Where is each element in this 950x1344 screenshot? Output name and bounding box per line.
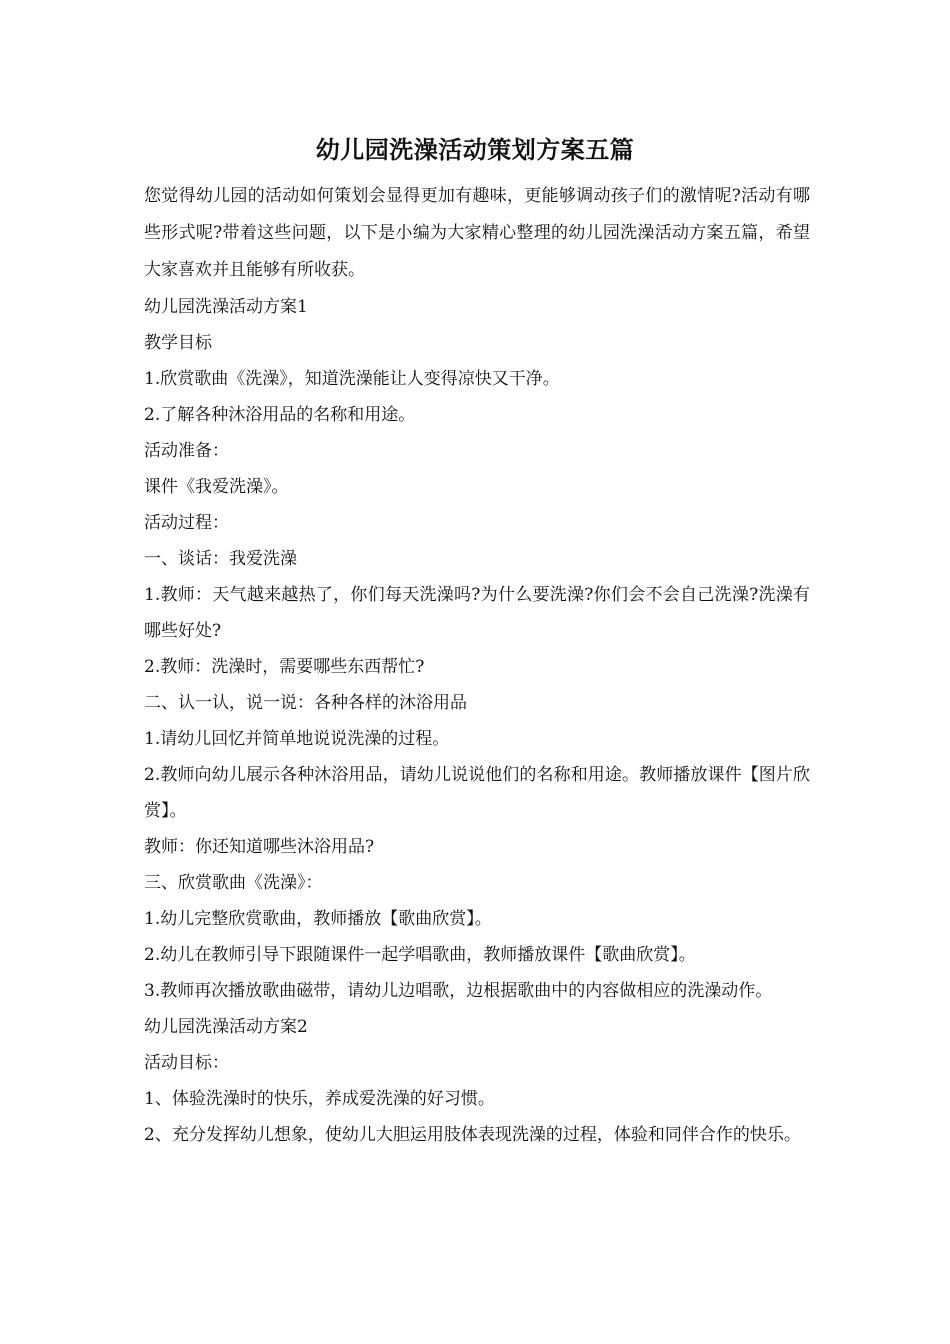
document-title: 幼儿园洗澡活动策划方案五篇	[315, 135, 635, 164]
activity-goal-item-1: 1、体验洗澡时的快乐，养成爱洗澡的好习惯。	[144, 1089, 495, 1109]
process-step-3-heading: 三、欣赏歌曲《洗澡》：	[144, 873, 323, 893]
process-step-2-item-1: 1.请幼儿回忆并简单地说说洗澡的过程。	[144, 729, 450, 749]
process-step-2-heading: 二、认一认，说一说：各种各样的沐浴用品	[144, 693, 467, 713]
process-step-3-item-1: 1.幼儿完整欣赏歌曲，教师播放【歌曲欣赏】。	[144, 909, 492, 929]
intro-paragraph: 您觉得幼儿园的活动如何策划会显得更加有趣味，更能够调动孩子们的激情呢?活动有哪些形式呢?带着这些问题，以下是小编为大家精心整理的幼儿园洗澡活动方案五篇，希望大家喜欢并且能够有所收获。	[144, 186, 810, 280]
section-heading-plan-1: 幼儿园洗澡活动方案1	[144, 297, 308, 317]
process-step-3-item-2: 2.幼儿在教师引导下跟随课件一起学唱歌曲，教师播放课件【歌曲欣赏】。	[144, 945, 696, 965]
goal-item-2: 2.了解各种沐浴用品的名称和用途。	[144, 405, 416, 425]
process-step-1-item-2: 2.教师：洗澡时，需要哪些东西帮忙?	[144, 657, 425, 677]
subheading-process: 活动过程：	[144, 513, 229, 533]
preparation-item: 课件《我爱洗澡》。	[144, 477, 289, 497]
process-step-3-item-3: 3.教师再次播放歌曲磁带，请幼儿边唱歌，边根据歌曲中的内容做相应的洗澡动作。	[144, 981, 773, 1001]
process-step-1-heading: 一、谈话：我爱洗澡	[144, 549, 297, 569]
subheading-teaching-goals: 教学目标	[144, 333, 212, 353]
document-body	[144, 178, 810, 1153]
goal-item-1: 1.欣赏歌曲《洗澡》，知道洗澡能让人变得凉快又干净。	[144, 369, 560, 389]
activity-goal-item-2: 2、充分发挥幼儿想象，使幼儿大胆运用肢体表现洗澡的过程，体验和同伴合作的快乐。	[144, 1125, 801, 1145]
process-step-2-item-2: 2.教师向幼儿展示各种沐浴用品，请幼儿说说他们的名称和用途。教师播放课件【图片欣赏】。	[144, 765, 810, 821]
process-step-1-item-1: 1.教师：天气越来越热了，你们每天洗澡吗?为什么要洗澡?你们会不会自己洗澡?洗澡有哪些好处?	[144, 585, 810, 641]
subheading-preparation: 活动准备：	[144, 441, 229, 461]
section-heading-plan-2: 幼儿园洗澡活动方案2	[144, 1017, 308, 1037]
process-step-2-question: 教师：你还知道哪些沐浴用品?	[144, 837, 375, 857]
subheading-activity-goals: 活动目标：	[144, 1053, 229, 1073]
